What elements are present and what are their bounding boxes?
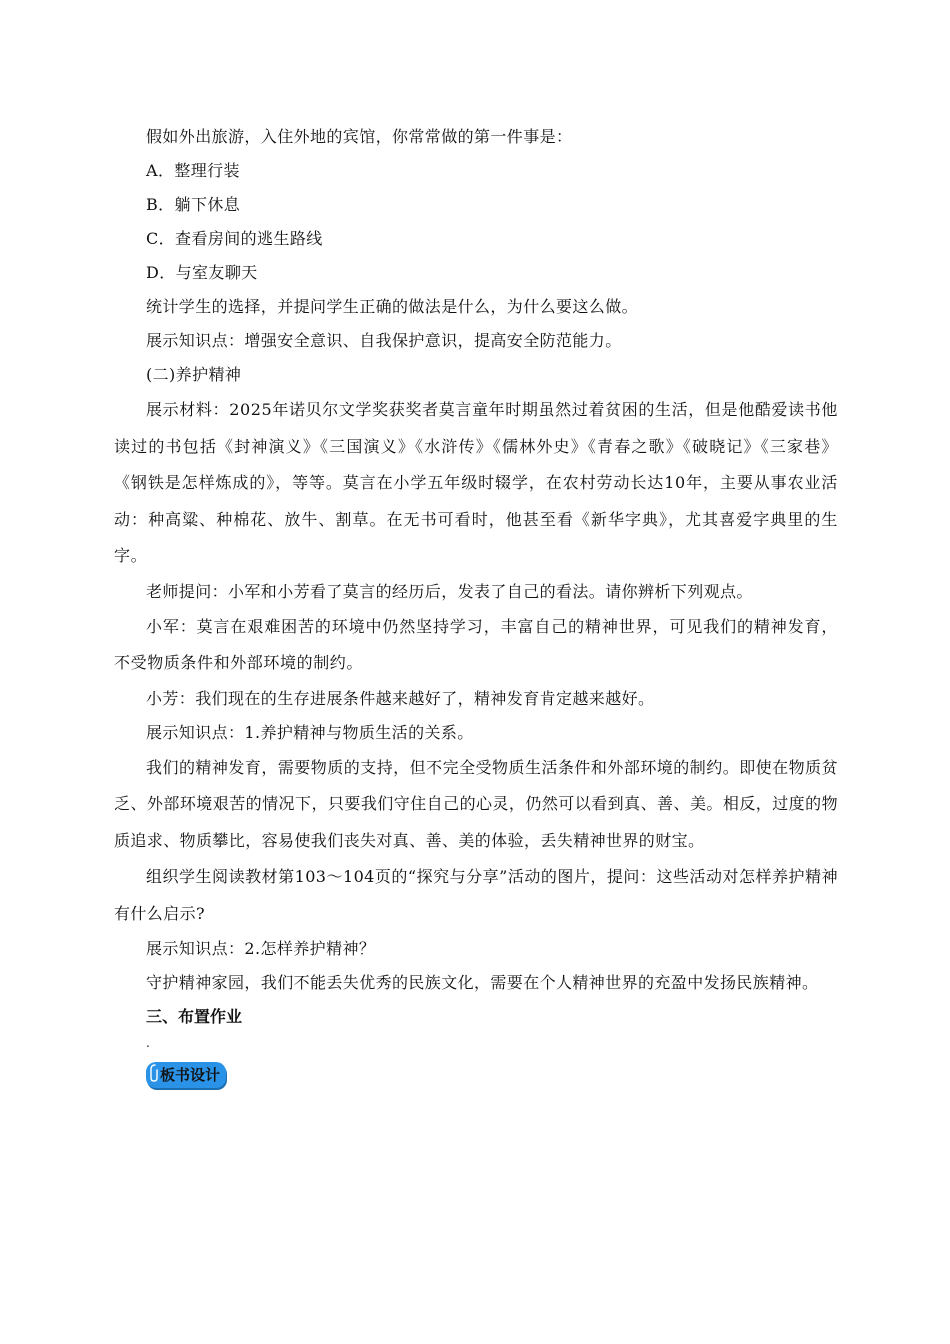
teacher-question: 老师提问：小军和小芳看了莫言的经历后，发表了自己的看法。请你辨析下列观点。	[146, 581, 753, 601]
section-2-title: (二)养护精神	[146, 365, 242, 384]
board-design-badge	[146, 1062, 226, 1088]
knowledge-point-3: 展示知识点：2.怎样养护精神？	[146, 939, 376, 958]
xiaojun-view: 小军：莫言在艰难困苦的环境中仍然坚持学习，丰富自己的精神世界，可见我们的精神发育，不受物质条件和外部环境的制约。	[114, 616, 838, 672]
option-d: D．与室友聊天	[146, 263, 258, 282]
organize-paragraph: 组织学生阅读教材第103～104页的“探究与分享”活动的图片，提问：这些活动对怎样养护精神有什么启示?	[114, 867, 838, 923]
option-a: A．整理行装	[146, 161, 240, 180]
paperclip-icon	[149, 1063, 159, 1083]
explanation-1: 我们的精神发育，需要物质的支持，但不完全受物质生活条件和外部环境的制约。即使在物质贫乏、外部环境艰苦的情况下，只要我们守住自己的心灵，仍然可以看到真、善、美。相反，过度的物质追求、物质攀比，容易使我们丧失对真、善、美的体验，丢失精神世界的财宝。	[114, 757, 838, 850]
option-b: B．躺下休息	[146, 195, 241, 214]
question-text: 假如外出旅游，入住外地的宾馆，你常常做的第一件事是：	[146, 127, 573, 146]
dot-marker: .	[146, 1036, 150, 1050]
material-paragraph: 展示材料：2025年诺贝尔文学奖获奖者莫言童年时期虽然过着贫困的生活，但是他酷爱读书他读过的书包括《封神演义》《三国演义》《水浒传》《儒林外史》《青春之歌》《破晓记》《三家巷》《钢铁是怎样炼成的》，等等。莫言在小学五年级时辍学，在农村劳动长达10年，主要从事农业活动：种高粱、种棉花、放牛、割草。在无书可看时，他甚至看《新华字典》，尤其喜爱字典里的生字。	[114, 400, 838, 565]
section-3-title: 三、布置作业	[146, 1007, 243, 1026]
board-design-label: 板书设计	[160, 1066, 221, 1084]
xiaofang-view: 小芳：我们现在的生存进展条件越来越好了，精神发育肯定越来越好。	[146, 688, 655, 708]
explanation-2: 守护精神家园，我们不能丢失优秀的民族文化，需要在个人精神世界的充盈中发扬民族精神。	[146, 973, 819, 992]
knowledge-point-2: 展示知识点：1.养护精神与物质生活的关系。	[146, 722, 474, 742]
option-c: C．查看房间的逃生路线	[146, 229, 323, 248]
stat-paragraph: 统计学生的选择，并提问学生正确的做法是什么，为什么要这么做。	[146, 297, 639, 316]
board-design-badge-wrap	[146, 1062, 838, 1096]
document-page	[114, 120, 838, 1096]
knowledge-point-1: 展示知识点：增强安全意识、自我保护意识，提高安全防范能力。	[146, 331, 622, 350]
